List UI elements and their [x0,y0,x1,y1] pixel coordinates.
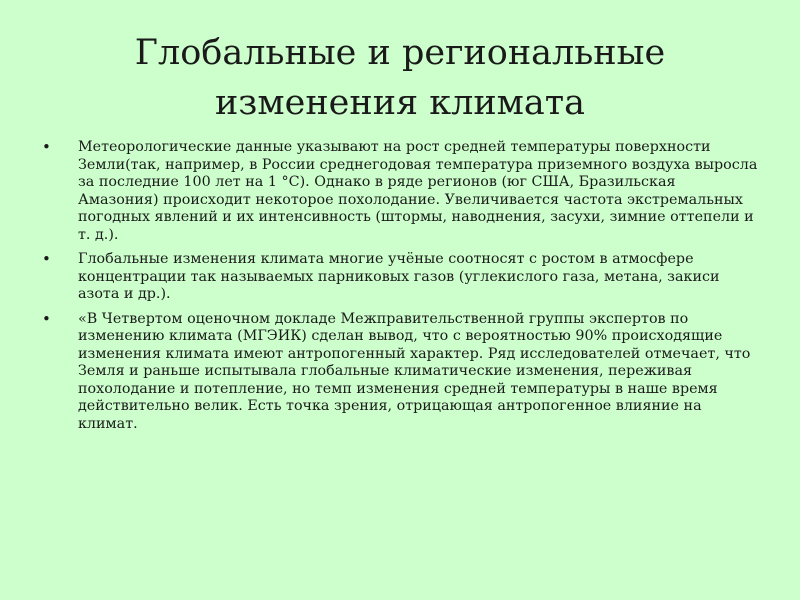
bullet-item-ipcc-report [38,311,758,434]
bullet-marker: • [42,250,51,268]
bullet-text-greenhouse-gases: Глобальные изменения климата многие учёные соотносят с ростом в атмосфере концентрации так называемых парниковых газов (углекислого газа, метана, закиси азота и др.). [78,251,720,302]
slide-title [60,28,740,128]
bullet-text-ipcc-report: «В Четвертом оценочном докладе Межправительственной группы экспертов по изменению климата (МГЭИК) сделан вывод, что с вероятностью 90% происходящие изменения климата имеют антропогенный характер. Ряд исследователей отмечает, что Земля и раньше испытывала глобальные климатические изменения, переживая похолодание и потепление, но темп изменения средней температуры в наше время действительно велик. Есть точка зрения, отрицающая антропогенное влияние на климат. [78,310,751,432]
bullet-item-temperature [38,139,758,244]
slide-title-line-1: Глобальные и региональные [134,33,666,73]
bullet-item-greenhouse-gases [38,251,758,304]
bullet-marker: • [42,309,51,328]
bullet-list [38,139,758,440]
slide-title-line-2: изменения климата [214,83,585,123]
bullet-marker: • [42,138,51,156]
bullet-text-temperature: Метеорологические данные указывают на рост средней температуры поверхности Земли(так, например, в России среднегодовая температура приземного воздуха выросла за последние 100 лет на 1 °С). Однако в ряде регионов (юг США, Бразильская Амазония) происходит некоторое похолодание. Увеличивается частота экстремальных погодных явлений и их интенсивность (штормы, наводнения, засухи, зимние оттепели и т. д.). [78,139,758,243]
